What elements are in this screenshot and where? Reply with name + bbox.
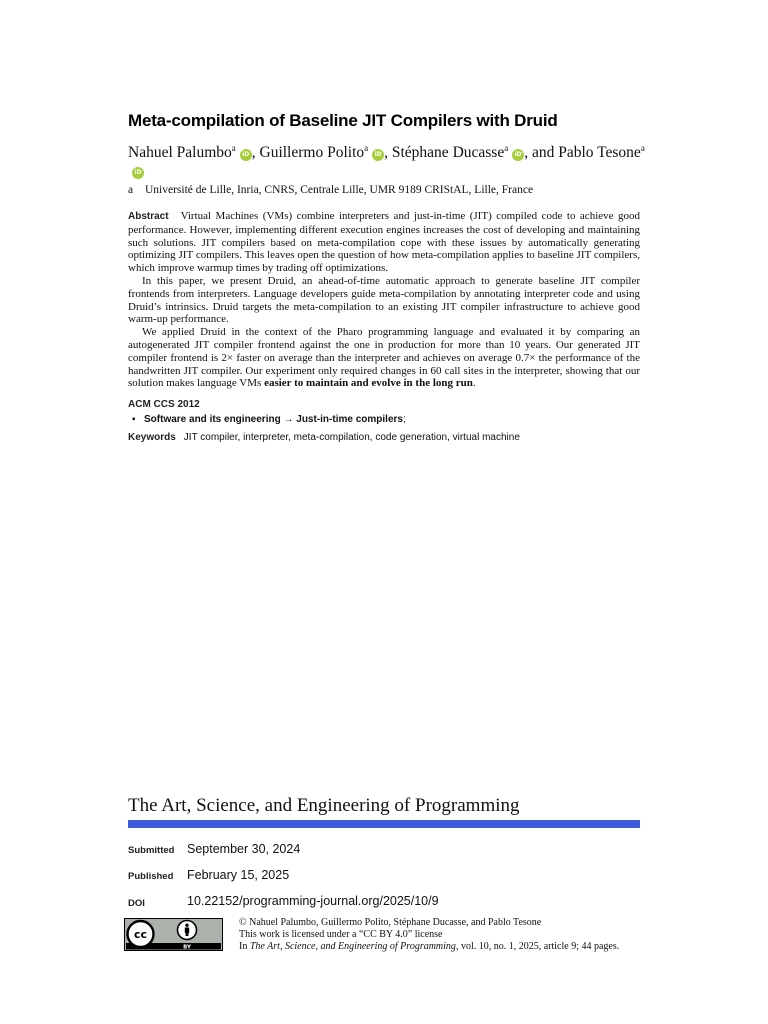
journal-accent-bar bbox=[128, 820, 640, 828]
author-name: Nahuel Palumbo bbox=[128, 144, 232, 161]
author-separator: , bbox=[384, 144, 392, 161]
abstract-label: Abstract bbox=[128, 211, 169, 222]
cc-by-icon bbox=[124, 918, 223, 951]
citation-line bbox=[239, 941, 659, 953]
cc-by-license-badge[interactable] bbox=[124, 918, 223, 951]
author-list bbox=[128, 144, 648, 180]
ccs-main: Software and its engineering bbox=[144, 414, 281, 425]
cc-badge-text: cc bbox=[133, 928, 148, 941]
affiliation-marker: a bbox=[640, 142, 645, 153]
affiliation bbox=[128, 184, 648, 196]
orcid-icon[interactable]: iD bbox=[132, 167, 144, 179]
arrow-right-icon: → bbox=[283, 414, 294, 425]
license-line: This work is licensed under a “CC BY 4.0” license bbox=[239, 929, 443, 940]
affiliation-text: Université de Lille, Inria, CNRS, Centrale Lille, UMR 9189 CRIStAL, Lille, France bbox=[145, 184, 534, 196]
author-name: Stéphane Ducasse bbox=[391, 144, 505, 161]
bullet-icon: ▪ bbox=[132, 414, 136, 425]
author-separator: , bbox=[251, 144, 260, 161]
citation-prefix: In bbox=[239, 941, 250, 952]
published-date: February 15, 2025 bbox=[187, 868, 290, 882]
affiliation-marker: a bbox=[231, 142, 236, 153]
submitted-date: September 30, 2024 bbox=[187, 842, 301, 856]
ccs-sub: Just-in-time compilers bbox=[296, 414, 403, 425]
copyright-line: © Nahuel Palumbo, Guillermo Polito, Stéphane Ducasse, and Pablo Tesone bbox=[239, 917, 542, 928]
orcid-icon[interactable]: iD bbox=[372, 149, 384, 161]
license-notice bbox=[239, 917, 659, 953]
citation-suffix: , vol. 10, no. 1, 2025, article 9; 44 pages. bbox=[455, 941, 620, 952]
affiliation-mark: a bbox=[128, 184, 134, 196]
by-badge-text: BY bbox=[183, 944, 191, 951]
abstract-period: . bbox=[472, 377, 476, 390]
abstract bbox=[128, 210, 640, 390]
acm-ccs-label: ACM CCS 2012 bbox=[128, 399, 200, 410]
author-name: Guillermo Polito bbox=[259, 144, 365, 161]
ccs-end: ; bbox=[402, 414, 406, 425]
affiliation-marker: a bbox=[364, 142, 369, 153]
abstract-paragraph-3: We applied Druid in the context of the Pharo programming language and evaluated it by comparing an autogenerated JIT compiler frontend against the one in production for more than 10 years. Our generated JIT compiler frontend is 2× faster on average than the interpreter and achieves on average 0.7× the performance of the handwritten JIT compiler. Our experiment only required changes in 60 call sites in the interpreter, showing that our solution makes language VMs bbox=[128, 326, 640, 390]
doi-link[interactable]: 10.22152/programming-journal.org/2025/10/9 bbox=[187, 894, 439, 908]
affiliation-marker: a bbox=[504, 142, 509, 153]
acm-ccs-item bbox=[132, 414, 632, 425]
keywords bbox=[128, 432, 648, 443]
doi-label: DOI bbox=[128, 898, 145, 909]
citation-journal: The Art, Science, and Engineering of Programming bbox=[249, 941, 456, 952]
paper-title: Meta-compilation of Baseline JIT Compilers with Druid bbox=[128, 111, 558, 130]
orcid-icon[interactable]: iD bbox=[512, 149, 524, 161]
author-separator: , and bbox=[524, 144, 559, 161]
published-label: Published bbox=[128, 871, 174, 882]
author-name: Pablo Tesone bbox=[558, 144, 641, 161]
submitted-label: Submitted bbox=[128, 845, 175, 856]
orcid-icon[interactable]: iD bbox=[240, 149, 252, 161]
abstract-emphasis: easier to maintain and evolve in the long run bbox=[264, 377, 473, 390]
abstract-paragraph-2: In this paper, we present Druid, an ahead-of-time automatic approach to generate baseline JIT compiler frontends from interpreters. Language developers guide meta-compilation by annotating interpreter code and using Druid’s intrinsics. Druid targets the meta-compilation to an existing JIT compiler infrastructure to achieve good warm-up performance. bbox=[128, 274, 640, 326]
journal-name: The Art, Science, and Engineering of Programming bbox=[128, 795, 520, 816]
keywords-label: Keywords bbox=[128, 432, 176, 443]
keywords-text: JIT compiler, interpreter, meta-compilation, code generation, virtual machine bbox=[183, 432, 520, 443]
abstract-paragraph-1: Virtual Machines (VMs) combine interpreters and just-in-time (JIT) compiled code to achieve good performance. However, implementing different execution engines increases the cost of developing and maintaining such solutions. JIT compilers based on meta-compilation cope with these issues by automatically generating optimizing JIT compilers. This leaves open the question of how meta-compilation applies to baseline JIT compilers, which improve warmup times by trading off optimizations. bbox=[128, 210, 640, 275]
